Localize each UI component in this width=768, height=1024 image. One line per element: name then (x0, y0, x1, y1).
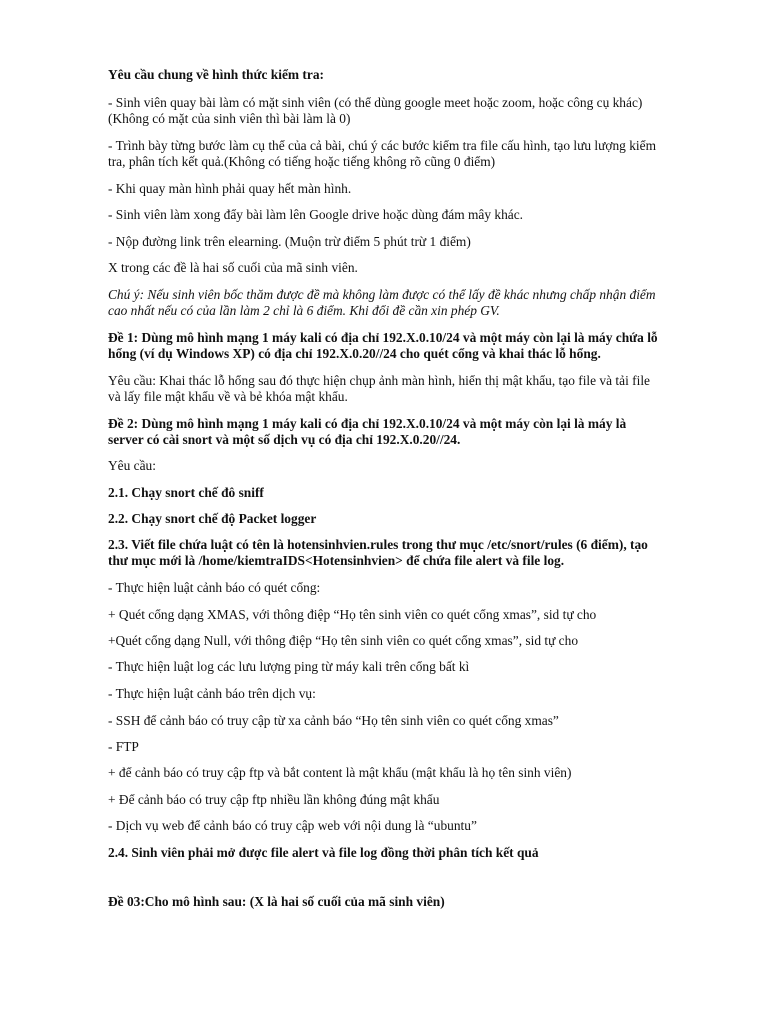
requirement-record-video: - Sinh viên quay bài làm có mặt sinh viên (có thể dùng google meet hoặc zoom, hoặc công cụ khác) (Không có mặt của sinh viên thì bài làm là 0) (108, 95, 643, 126)
exercise-1-requirement: Yêu cầu: Khai thác lỗ hổng sau đó thực hiện chụp ảnh màn hình, hiển thị mật khẩu, tạo file và tải file và lấy file mật khẩu về và bẻ khóa mật khẩu. (108, 373, 650, 404)
rule-web: - Dịch vụ web để cảnh báo có truy cập web với nội dung là “ubuntu” (108, 818, 477, 833)
requirement-present-steps: - Trình bày từng bước làm cụ thể của cả bài, chú ý các bước kiểm tra file cấu hình, tạo lưu lượng kiểm tra, phân tích kết quả.(Không có tiếng hoặc tiếng không rõ cũng 0 điểm) (108, 138, 656, 169)
rule-ftp-wrong-password: + Để cảnh báo có truy cập ftp nhiều lần không đúng mật khẩu (108, 792, 440, 807)
task-2-2: 2.2. Chạy snort chế độ Packet logger (108, 511, 317, 526)
heading-general-requirements: Yêu cầu chung về hình thức kiểm tra: (108, 67, 324, 82)
requirement-upload-drive: - Sinh viên làm xong đẩy bài làm lên Google drive hoặc dùng đám mây khác. (108, 207, 524, 222)
rule-xmas-scan: + Quét cổng dạng XMAS, với thông điệp “Họ tên sinh viên co quét cổng xmas”, sid tự cho (108, 607, 597, 622)
rule-ftp: - FTP (108, 739, 139, 754)
requirement-full-screen: - Khi quay màn hình phải quay hết màn hình. (108, 181, 352, 196)
exercise-2-title: Đề 2: Dùng mô hình mạng 1 máy kali có địa chỉ 192.X.0.10/24 và một máy còn lại là máy là server có cài snort và một số dịch vụ có địa chỉ 192.X.0.20//24. (108, 416, 627, 447)
exercise-2-requirement-label: Yêu cầu: (108, 458, 156, 473)
rule-ssh: - SSH để cảnh báo có truy cập từ xa cảnh báo “Họ tên sinh viên co quét cổng xmas” (108, 713, 559, 728)
task-2-3: 2.3. Viết file chứa luật có tên là hotensinhvien.rules trong thư mục /etc/snort/rules (6 điểm), tạo thư mục mới là /home/kiemtraIDS<Hotensinhvien> để chứa file alert và file log. (108, 537, 648, 568)
rule-port-scan: - Thực hiện luật cảnh báo có quét cổng: (108, 580, 321, 595)
exercise-1-title: Đề 1: Dùng mô hình mạng 1 máy kali có địa chỉ 192.X.0.10/24 và một máy còn lại là máy chứa lỗ hổng (ví dụ Windows XP) có địa chỉ 192.X.0.20//24 cho quét cổng và khai thác lỗ hổng. (108, 330, 658, 361)
rule-ping-log: - Thực hiện luật log các lưu lượng ping từ máy kali trên cổng bất kì (108, 659, 470, 674)
rule-service-alert: - Thực hiện luật cảnh báo trên dịch vụ: (108, 686, 316, 701)
exercise-3-title: Đề 03:Cho mô hình sau: (X là hai số cuối của mã sinh viên) (108, 894, 445, 909)
requirement-submit-link: - Nộp đường link trên elearning. (Muộn trừ điểm 5 phút trừ 1 điểm) (108, 234, 471, 249)
italic-note: Chú ý: Nếu sinh viên bốc thăm được đề mà không làm được có thể lấy đề khác nhưng chấp nhận điểm cao nhất nếu có của lần làm 2 chỉ là 6 điểm. Khi đổi đề cần xin phép GV. (108, 287, 656, 318)
note-x-definition: X trong các đề là hai số cuối của mã sinh viên. (108, 260, 358, 275)
rule-null-scan: +Quét cổng dạng Null, với thông điệp “Họ tên sinh viên co quét cổng xmas”, sid tự cho (108, 633, 579, 648)
rule-ftp-content: + để cảnh báo có truy cập ftp và bắt content là mật khẩu (mật khẩu là họ tên sinh viên) (108, 765, 572, 780)
task-2-4: 2.4. Sinh viên phải mở được file alert và file log đồng thời phân tích kết quả (108, 845, 539, 860)
task-2-1: 2.1. Chạy snort chế đô sniff (108, 485, 264, 500)
